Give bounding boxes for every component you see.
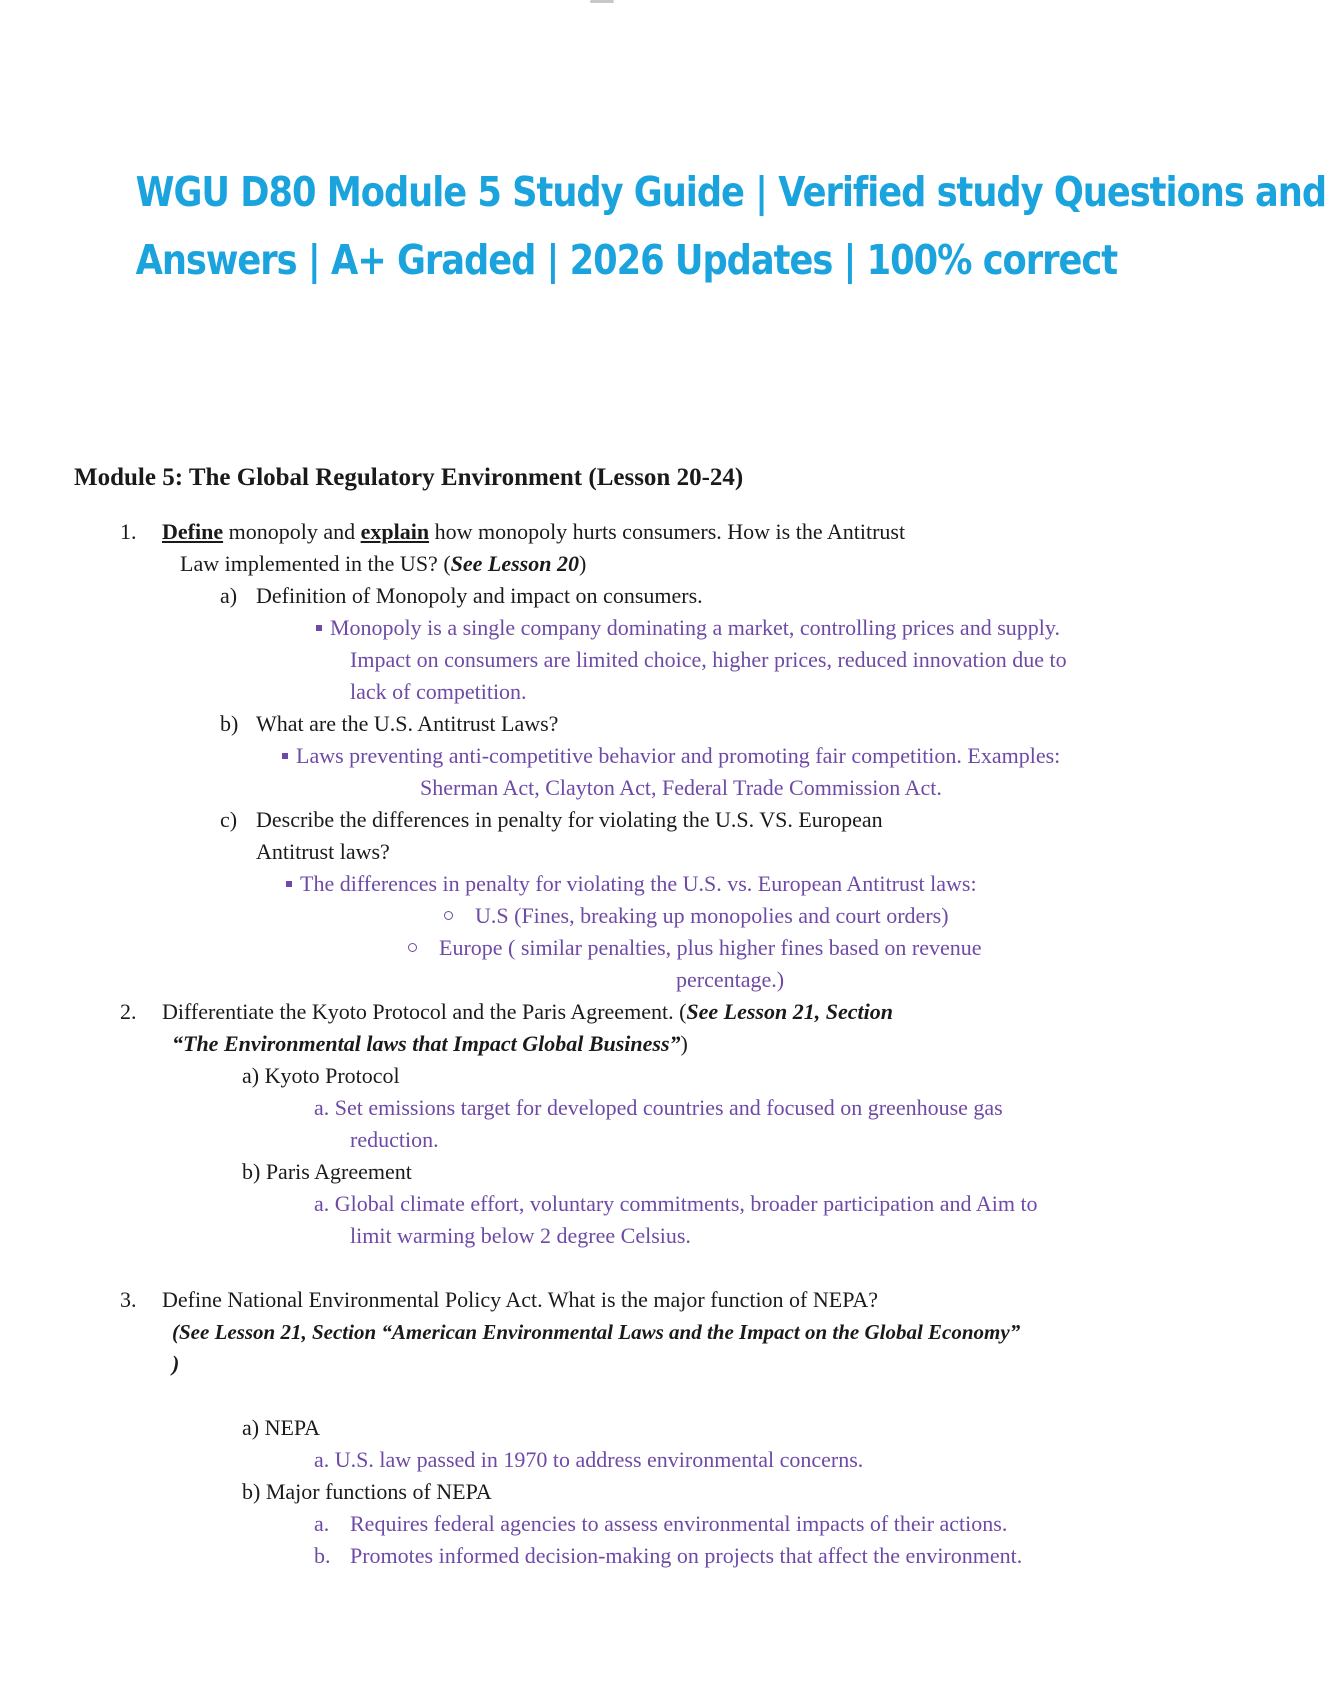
q1c-sub-1-text: U.S (Fines, breaking up monopolies and court orders) <box>475 903 949 928</box>
q2b-answer-1: a. Global climate effort, voluntary commitments, broader participation and Aim to <box>314 1191 1038 1216</box>
q1c-sub-2b: percentage.) <box>676 967 785 992</box>
q1-explain: explain <box>360 519 430 544</box>
q3b-label: b) Major functions of NEPA <box>242 1479 492 1504</box>
square-bullet-icon <box>282 753 288 759</box>
q3b-answer-1: Requires federal agencies to assess environmental impacts of their actions. <box>350 1511 1008 1536</box>
circle-bullet-icon <box>408 943 417 952</box>
q1c-answer-1 <box>286 868 977 900</box>
document-title <box>135 158 1326 294</box>
q1c-text-1: Describe the differences in penalty for violating the U.S. VS. European <box>256 807 883 832</box>
q2-ref2-end: ) <box>680 1031 688 1056</box>
q1a-answer-2: Impact on consumers are limited choice, higher prices, reduced innovation due to <box>350 647 1067 672</box>
q3-line1: Define National Environmental Policy Act. What is the major function of NEPA? <box>162 1287 879 1312</box>
q2-number: 2. <box>120 999 137 1024</box>
q3b-answer-2: Promotes informed decision-making on projects that affect the environment. <box>350 1543 1023 1568</box>
q2-line1 <box>162 996 893 1028</box>
q2b-label: b) Paris Agreement <box>242 1159 412 1184</box>
q1c-sub-2 <box>408 932 982 964</box>
q1-line2-start: Law implemented in the US? ( <box>180 551 451 576</box>
q1-define: Define <box>162 519 224 544</box>
q3b-answer-1-mark: a. <box>314 1511 330 1536</box>
title-line-1: WGU D80 Module 5 Study Guide | Verified study Questions and <box>135 168 1326 216</box>
q1-line1 <box>162 516 905 548</box>
module-heading: Module 5: The Global Regulatory Environment (Lesson 20-24) <box>74 464 744 491</box>
q2b-answer-2: limit warming below 2 degree Celsius. <box>350 1223 691 1248</box>
square-bullet-icon <box>316 625 322 631</box>
q1c-sub-2-text: Europe ( similar penalties, plus higher fines based on revenue <box>439 935 982 960</box>
q3a-label: a) NEPA <box>242 1415 321 1440</box>
q2-ref2: “The Environmental laws that Impact Global Business” <box>172 1031 681 1056</box>
title-line-2: Answers | A+ Graded | 2026 Updates | 100% correct <box>135 236 1118 284</box>
q1b-answer-1-text: Laws preventing anti-competitive behavior and promoting fair competition. Examples: <box>296 743 1061 768</box>
q1-lesson-ref: See Lesson 20 <box>450 551 579 576</box>
q1-mid2: how monopoly hurts consumers. How is the Antitrust <box>429 519 906 544</box>
q1a-text: Definition of Monopoly and impact on consumers. <box>256 583 703 608</box>
q1-line2-end: ) <box>578 551 587 576</box>
q1b-label: b) <box>220 711 239 736</box>
q3b-answer-2-mark: b. <box>314 1543 331 1568</box>
square-bullet-icon <box>286 881 292 887</box>
q1c-answer-1-text: The differences in penalty for violating the U.S. vs. European Antitrust laws: <box>300 871 977 896</box>
q1c-text-2: Antitrust laws? <box>256 839 390 864</box>
q3-lesson-ref: (See Lesson 21, Section “American Environmental Laws and the Impact on the Global Economy” <box>172 1320 1021 1344</box>
page-top-mark <box>590 0 614 3</box>
q1-line2 <box>180 548 586 580</box>
q2a-answer-2: reduction. <box>350 1127 439 1152</box>
q3-number: 3. <box>120 1287 137 1312</box>
q2-line2 <box>172 1028 688 1060</box>
q1-number: 1. <box>120 519 137 544</box>
q1c-label: c) <box>220 807 238 832</box>
q2-ref1: See Lesson 21, Section <box>686 999 893 1024</box>
q1b-answer-2: Sherman Act, Clayton Act, Federal Trade Commission Act. <box>420 775 942 800</box>
q1-mid1: monopoly and <box>223 519 361 544</box>
q1a-answer-3: lack of competition. <box>350 679 527 704</box>
q2a-answer-1: a. Set emissions target for developed countries and focused on greenhouse gas <box>314 1095 1003 1120</box>
q1a-answer-1 <box>316 612 1060 644</box>
q1c-sub-1 <box>444 900 949 932</box>
q3a-answer-1: a. U.S. law passed in 1970 to address environmental concerns. <box>314 1447 864 1472</box>
q1a-answer-1-text: Monopoly is a single company dominating a market, controlling prices and supply. <box>330 615 1060 640</box>
q1b-answer-1 <box>282 740 1060 772</box>
q3-lesson-ref-end: ) <box>172 1351 180 1376</box>
q1b-text: What are the U.S. Antitrust Laws? <box>256 711 559 736</box>
q2a-label: a) Kyoto Protocol <box>242 1063 400 1088</box>
q2-text1: Differentiate the Kyoto Protocol and the Paris Agreement. ( <box>162 999 687 1024</box>
circle-bullet-icon <box>444 911 453 920</box>
q1a-label: a) <box>220 583 238 608</box>
